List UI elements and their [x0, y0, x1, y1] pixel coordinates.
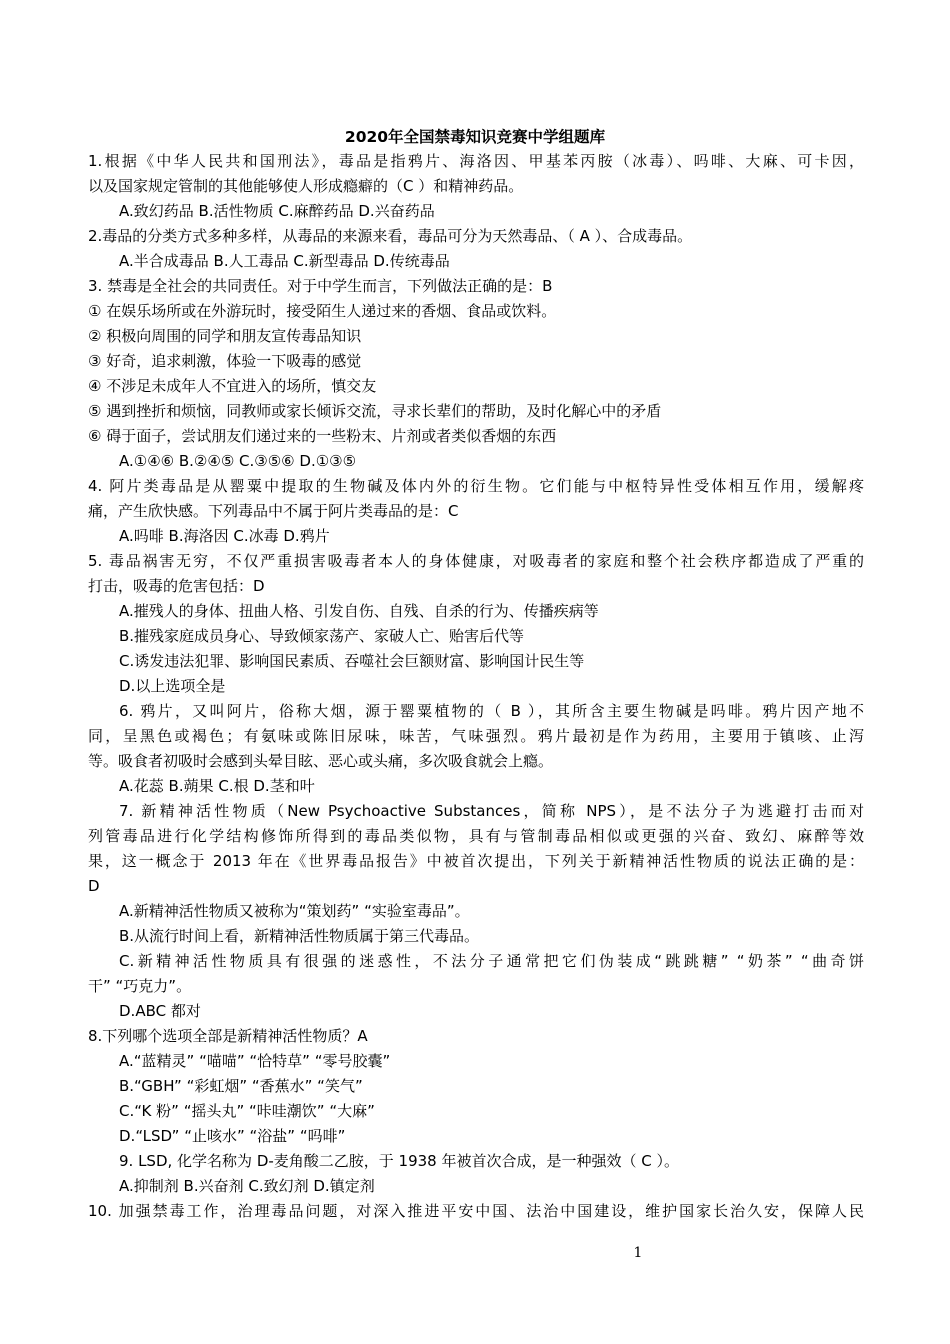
- text-line: 5. 毒品祸害无穷，不仅严重损害吸毒者本人的身体健康，对吸毒者的家庭和整个社会秩序都造成了严重的: [88, 552, 864, 570]
- text-line: 2.毒品的分类方式多种多样，从毒品的来源来看，毒品可分为天然毒品、（ A ）、合成毒品。: [88, 227, 693, 245]
- text-line: A.摧残人的身体、扭曲人格、引发自伤、自残、自杀的行为、传播疾病等: [119, 602, 599, 620]
- text-line: D.以上选项全是: [119, 677, 226, 695]
- text-line: A.致幻药品 B.活性物质 C.麻醉药品 D.兴奋药品: [119, 202, 435, 220]
- text-line: 10. 加强禁毒工作，治理毒品问题，对深入推进平安中国、法治中国建设，维护国家长治久安，保障人民: [88, 1202, 864, 1220]
- document-body: [88, 149, 864, 1224]
- text-line: C.诱发违法犯罪、影响国民素质、吞噬社会巨额财富、影响国计民生等: [119, 652, 585, 670]
- text-line: ⑥ 碍于面子，尝试朋友们递过来的一些粉末、片剂或者类似香烟的东西: [88, 427, 557, 445]
- text-line: 6. 鸦片，又叫阿片，俗称大烟，源于罂粟植物的（ B ），其所含主要生物碱是吗啡。鸦片因产地不: [119, 702, 864, 720]
- text-line: 3. 禁毒是全社会的共同责任。对于中学生而言，下列做法正确的是：B: [88, 277, 553, 295]
- document-title: 2020年全国禁毒知识竞赛中学组题库: [344, 128, 606, 146]
- text-line: 果，这一概念于 2013 年在《世界毒品报告》中被首次提出，下列关于新精神活性物质的说法正确的是：: [88, 852, 864, 870]
- text-line: A.“蓝精灵” “喵喵” “恰特草” “零号胶囊”: [119, 1052, 391, 1070]
- text-line: ③ 好奇，追求刺激，体验一下吸毒的感觉: [88, 352, 362, 370]
- text-line: D.ABC 都对: [119, 1002, 201, 1020]
- text-line: A.半合成毒品 B.人工毒品 C.新型毒品 D.传统毒品: [119, 252, 450, 270]
- text-line: B.摧残家庭成员身心、导致倾家荡产、家破人亡、贻害后代等: [119, 627, 525, 645]
- text-line: 8.下列哪个选项全部是新精神活性物质？A: [88, 1027, 368, 1045]
- text-line: A.花蕊 B.蒴果 C.根 D.茎和叶: [119, 777, 315, 795]
- text-line: D: [88, 877, 100, 895]
- text-line: ① 在娱乐场所或在外游玩时，接受陌生人递过来的香烟、食品或饮料。: [88, 302, 557, 320]
- text-line: 干” “巧克力”。: [88, 977, 192, 995]
- page-number: 1: [633, 1245, 643, 1261]
- text-line: 痛，产生欣快感。下列毒品中不属于阿片类毒品的是：C: [88, 502, 459, 520]
- text-line: ④ 不涉足未成年人不宜进入的场所，慎交友: [88, 377, 377, 395]
- text-line: 7. 新精神活性物质（New Psychoactive Substances，简称 NPS），是不法分子为逃避打击而对: [119, 802, 864, 820]
- text-line: B.从流行时间上看，新精神活性物质属于第三代毒品。: [119, 927, 480, 945]
- text-line: ② 积极向周围的同学和朋友宣传毒品知识: [88, 327, 362, 345]
- text-line: A.新精神活性物质又被称为“策划药” “实验室毒品”。: [119, 902, 470, 920]
- text-line: 以及国家规定管制的其他能够使人形成瘾癖的（C ）和精神药品。: [88, 177, 524, 195]
- text-line: 等。吸食者初吸时会感到头晕目眩、恶心或头痛，多次吸食就会上瘾。: [88, 752, 554, 770]
- text-line: B.“GBH” “彩虹烟” “香蕉水” “笑气”: [119, 1077, 363, 1095]
- text-line: A.抑制剂 B.兴奋剂 C.致幻剂 D.镇定剂: [119, 1177, 375, 1195]
- text-line: C.“K 粉” “摇头丸” “咔哇潮饮” “大麻”: [119, 1102, 375, 1120]
- text-line: A.①④⑥ B.②④⑤ C.③⑤⑥ D.①③⑤: [119, 452, 357, 470]
- text-line: 列管毒品进行化学结构修饰所得到的毒品类似物，具有与管制毒品相似或更强的兴奋、致幻、麻醉等效: [88, 827, 864, 845]
- text-line: A.吗啡 B.海洛因 C.冰毒 D.鸦片: [119, 527, 330, 545]
- text-line: 9. LSD, 化学名称为 D-麦角酸二乙胺，于 1938 年被首次合成，是一种强效（ C ）。: [119, 1152, 679, 1170]
- text-line: C.新精神活性物质具有很强的迷惑性，不法分子通常把它们伪装成“跳跳糖” “奶茶” “曲奇饼: [119, 952, 864, 970]
- text-line: 4. 阿片类毒品是从罂粟中提取的生物碱及体内外的衍生物。它们能与中枢特异性受体相互作用，缓解疼: [88, 477, 864, 495]
- text-line: 打击，吸毒的危害包括：D: [88, 577, 265, 595]
- text-line: ⑤ 遇到挫折和烦恼，同教师或家长倾诉交流，寻求长辈们的帮助，及时化解心中的矛盾: [88, 402, 662, 420]
- text-line: 同，呈黑色或褐色；有氨味或陈旧尿味，味苦，气味强烈。鸦片最初是作为药用，主要用于镇咳、止泻: [88, 727, 864, 745]
- text-line: 1.根据《中华人民共和国刑法》，毒品是指鸦片、海洛因、甲基苯丙胺（冰毒）、吗啡、大麻、可卡因，: [88, 152, 864, 170]
- text-line: D.“LSD” “止咳水” “浴盐” “吗啡”: [119, 1127, 346, 1145]
